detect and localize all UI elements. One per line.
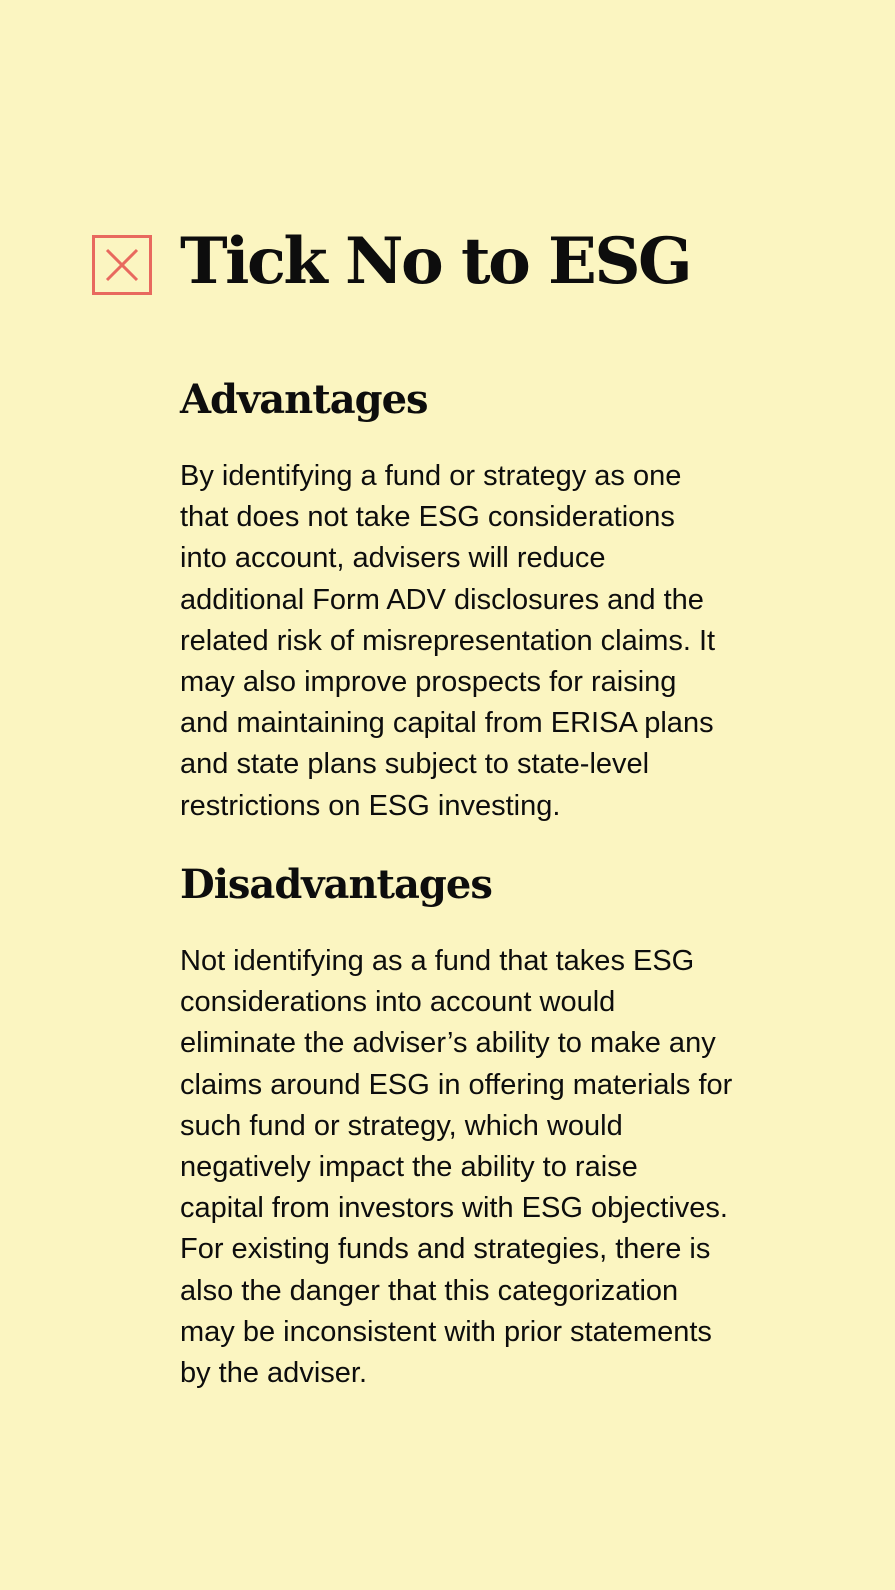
text-line: By identifying a fund or strategy as one bbox=[180, 460, 682, 492]
text-line: related risk of misrepresentation claims. It bbox=[180, 624, 716, 657]
text-line: considerations into account would bbox=[180, 986, 616, 1019]
disadvantages-paragraph bbox=[180, 941, 780, 1394]
text-line: eliminate the adviser’s ability to make any bbox=[180, 1027, 716, 1060]
text-line: claims around ESG in offering materials for bbox=[180, 1068, 733, 1101]
text-line: Not identifying as a fund that takes ESG bbox=[180, 945, 695, 977]
advantages-heading: Advantages bbox=[180, 376, 428, 423]
advantages-paragraph bbox=[180, 456, 780, 827]
text-line: capital from investors with ESG objectives. bbox=[180, 1192, 728, 1225]
text-line: For existing funds and strategies, there is bbox=[180, 1233, 711, 1266]
text-line: that does not take ESG considerations bbox=[180, 501, 675, 534]
text-line: also the danger that this categorization bbox=[180, 1274, 679, 1307]
text-line: into account, advisers will reduce bbox=[180, 542, 606, 575]
text-line: restrictions on ESG investing. bbox=[180, 789, 561, 822]
disadvantages-heading: Disadvantages bbox=[180, 861, 492, 908]
text-line: and state plans subject to state-level bbox=[180, 748, 650, 781]
text-line: and maintaining capital from ERISA plans bbox=[180, 707, 714, 740]
text-line: additional Form ADV disclosures and the bbox=[180, 583, 704, 616]
page-title: Tick No to ESG bbox=[180, 224, 691, 299]
text-line: negatively impact the ability to raise bbox=[180, 1151, 638, 1184]
cross-icon bbox=[95, 238, 149, 292]
x-box-icon bbox=[92, 235, 152, 295]
text-line: such fund or strategy, which would bbox=[180, 1109, 623, 1142]
text-line: may also improve prospects for raising bbox=[180, 666, 677, 699]
text-line: by the adviser. bbox=[180, 1357, 367, 1390]
text-line: may be inconsistent with prior statements bbox=[180, 1315, 712, 1348]
